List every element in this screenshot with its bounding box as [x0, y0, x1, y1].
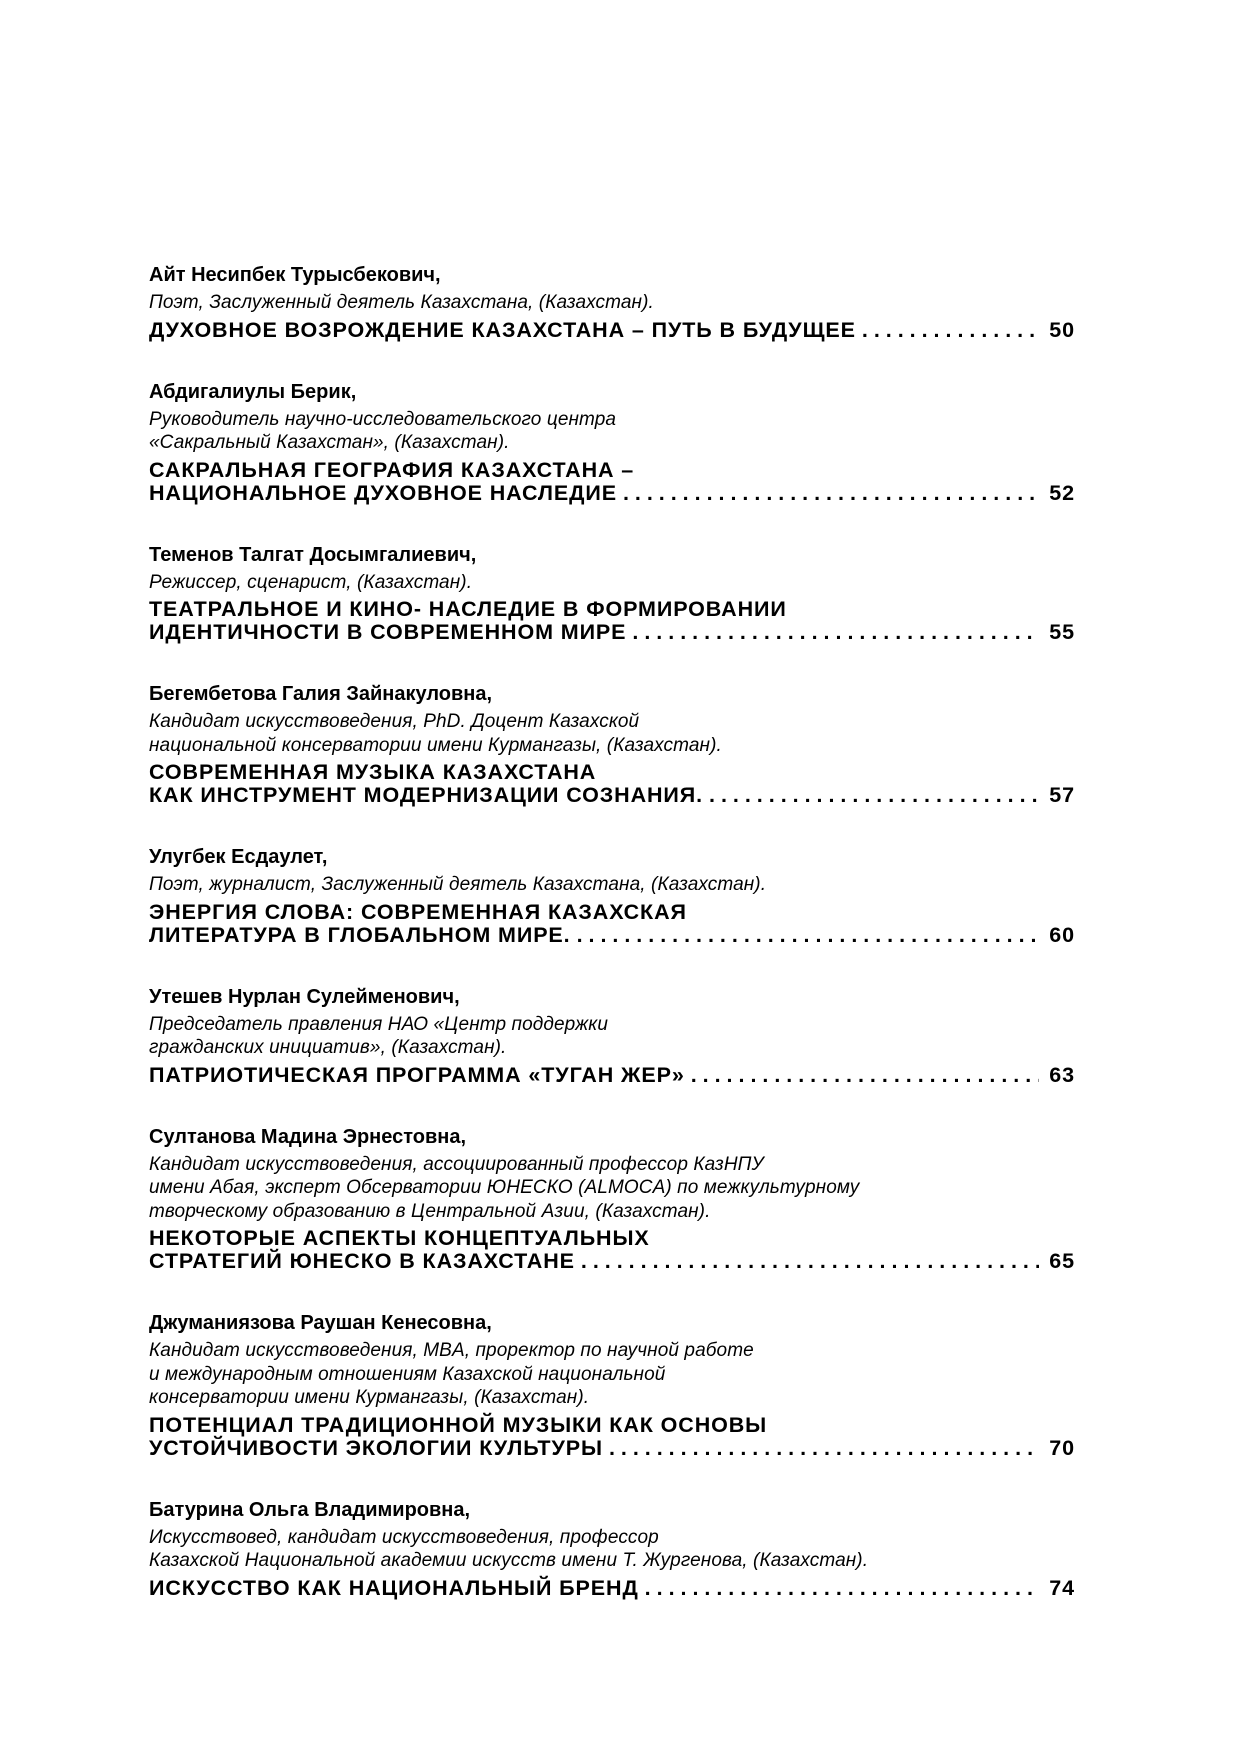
dot-leader	[632, 621, 1039, 644]
entry-title[interactable]	[149, 1414, 1075, 1460]
entry-author: Айт Несипбек Турысбекович,	[149, 264, 441, 286]
entry-title[interactable]	[149, 598, 1075, 644]
toc-entry	[149, 1310, 1075, 1460]
description-line: Поэт, Заслуженный деятель Казахстана, (Казахстан).	[149, 292, 654, 313]
entry-title[interactable]	[149, 901, 1075, 947]
entry-author: Бегембетова Галия Зайнакуловна,	[149, 683, 493, 705]
entry-author: Утешев Нурлан Сулейменович,	[149, 985, 460, 1008]
description-line: национальной консерватории имени Курмангазы, (Казахстан).	[149, 734, 722, 756]
title-line: КАК ИНСТРУМЕНТ МОДЕРНИЗАЦИИ СОЗНАНИЯ.	[149, 783, 704, 807]
description-line: творческому образованию в Центральной Азии, (Казахстан).	[149, 1200, 711, 1222]
description-line: гражданских инициатив», (Казахстан).	[149, 1037, 507, 1058]
title-line: ЭНЕРГИЯ СЛОВА: СОВРЕМЕННАЯ КАЗАХСКАЯ	[149, 899, 687, 924]
title-line: СТРАТЕГИЙ ЮНЕСКО В КАЗАХСТАНЕ	[149, 1249, 575, 1273]
page-number: 65	[1049, 1249, 1075, 1273]
entry-description	[149, 1526, 1075, 1573]
page-number: 57	[1049, 783, 1075, 807]
description-line: Кандидат искусствоведения, PhD. Доцент Казахской	[149, 711, 640, 732]
title-line: ДУХОВНОЕ ВОЗРОЖДЕНИЕ КАЗАХСТАНА – ПУТЬ В БУДУЩЕЕ	[149, 317, 856, 342]
description-line: Кандидат искусствоведения, MBA, проректор по научной работе	[149, 1340, 754, 1361]
description-line: Председатель правления НАО «Центр поддержки	[149, 1013, 608, 1035]
entry-title[interactable]	[149, 319, 1075, 342]
entry-author: Абдигалиулы Берик,	[149, 380, 357, 403]
title-line: НЕКОТОРЫЕ АСПЕКТЫ КОНЦЕПТУАЛЬНЫХ	[149, 1226, 650, 1250]
entry-description	[149, 408, 1075, 455]
entry-description	[149, 1013, 1075, 1060]
dot-leader	[691, 1064, 1039, 1087]
description-line: Искусствовед, кандидат искусствоведения, профессор	[149, 1526, 659, 1548]
title-line-with-page	[149, 1577, 1075, 1600]
description-line: и международным отношениям Казахской национальной	[149, 1363, 666, 1385]
dot-leader	[623, 482, 1039, 505]
toc-entry	[149, 262, 1075, 342]
page-number: 50	[1049, 317, 1075, 342]
title-line: ПОТЕНЦИАЛ ТРАДИЦИОННОЙ МУЗЫКИ КАК ОСНОВЫ	[149, 1412, 768, 1437]
entry-author: Джуманиязова Раушан Кенесовна,	[149, 1312, 492, 1334]
entry-title[interactable]	[149, 1064, 1075, 1087]
description-line: Режиссер, сценарист, (Казахстан).	[149, 571, 473, 593]
title-line: СОВРЕМЕННАЯ МУЗЫКА КАЗАХСТАНА	[149, 760, 597, 784]
title-line: ПАТРИОТИЧЕСКАЯ ПРОГРАММА «ТУГАН ЖЕР»	[149, 1062, 685, 1087]
title-line-with-page	[149, 1064, 1075, 1087]
title-line-with-page	[149, 482, 1075, 505]
entry-title[interactable]	[149, 1577, 1075, 1600]
entry-author: Улугбек Есдаулет,	[149, 846, 328, 868]
entry-description	[149, 571, 1075, 595]
description-line: Казахской Национальной академии искусств имени Т. Жургенова, (Казахстан).	[149, 1550, 869, 1571]
title-line: ИДЕНТИЧНОСТИ В СОВРЕМЕННОМ МИРЕ	[149, 620, 627, 644]
entry-author: Теменов Талгат Досымгалиевич,	[149, 543, 477, 566]
entry-title[interactable]	[149, 1227, 1075, 1273]
title-line: ТЕАТРАЛЬНОЕ И КИНО- НАСЛЕДИЕ В ФОРМИРОВАНИИ	[149, 597, 787, 621]
page-number: 70	[1049, 1435, 1075, 1460]
dot-leader	[709, 784, 1039, 807]
toc-entry	[149, 379, 1075, 505]
toc-entry	[149, 984, 1075, 1087]
title-line: ЛИТЕРАТУРА В ГЛОБАЛЬНОМ МИРЕ.	[149, 922, 571, 947]
entry-description	[149, 291, 1075, 315]
title-line: САКРАЛЬНАЯ ГЕОГРАФИЯ КАЗАХСТАНА –	[149, 457, 635, 482]
entry-description	[149, 873, 1075, 897]
title-line: ИСКУССТВО КАК НАЦИОНАЛЬНЫЙ БРЕНД	[149, 1575, 639, 1600]
page-number: 55	[1049, 620, 1075, 644]
entry-title[interactable]	[149, 459, 1075, 505]
title-line: НАЦИОНАЛЬНОЕ ДУХОВНОЕ НАСЛЕДИЕ	[149, 480, 617, 505]
description-line: Руководитель научно-исследовательского центра	[149, 408, 617, 430]
entry-description	[149, 1153, 1075, 1224]
title-line-with-page	[149, 1250, 1075, 1273]
page-number: 63	[1049, 1062, 1075, 1087]
dot-leader	[577, 924, 1039, 947]
table-of-contents	[149, 262, 1075, 1637]
description-line: Кандидат искусствоведения, ассоциированный профессор КазНПУ	[149, 1153, 764, 1175]
toc-entry	[149, 542, 1075, 645]
description-line: «Сакральный Казахстан», (Казахстан).	[149, 432, 510, 453]
title-line-with-page	[149, 319, 1075, 342]
page-number: 52	[1049, 480, 1075, 505]
entry-title[interactable]	[149, 761, 1075, 807]
title-line-with-page	[149, 621, 1075, 644]
entry-author: Батурина Ольга Владимировна,	[149, 1498, 471, 1521]
dot-leader	[581, 1250, 1039, 1273]
description-line: консерватории имени Курмангазы, (Казахстан).	[149, 1387, 590, 1408]
title-line-with-page	[149, 924, 1075, 947]
title-line-with-page	[149, 1437, 1075, 1460]
page-number: 60	[1049, 922, 1075, 947]
toc-entry	[149, 1497, 1075, 1600]
dot-leader	[645, 1577, 1039, 1600]
description-line: имени Абая, эксперт Обсерватории ЮНЕСКО (ALMOCA) по межкультурному	[149, 1177, 860, 1198]
page-number: 74	[1049, 1575, 1075, 1600]
toc-entry	[149, 681, 1075, 807]
description-line: Поэт, журналист, Заслуженный деятель Казахстана, (Казахстан).	[149, 874, 767, 895]
title-line-with-page	[149, 784, 1075, 807]
toc-entry	[149, 844, 1075, 947]
entry-description	[149, 1339, 1075, 1410]
dot-leader	[862, 319, 1039, 342]
toc-entry	[149, 1124, 1075, 1274]
entry-description	[149, 710, 1075, 757]
dot-leader	[609, 1437, 1039, 1460]
title-line: УСТОЙЧИВОСТИ ЭКОЛОГИИ КУЛЬТУРЫ	[149, 1435, 603, 1460]
entry-author: Султанова Мадина Эрнестовна,	[149, 1125, 467, 1148]
